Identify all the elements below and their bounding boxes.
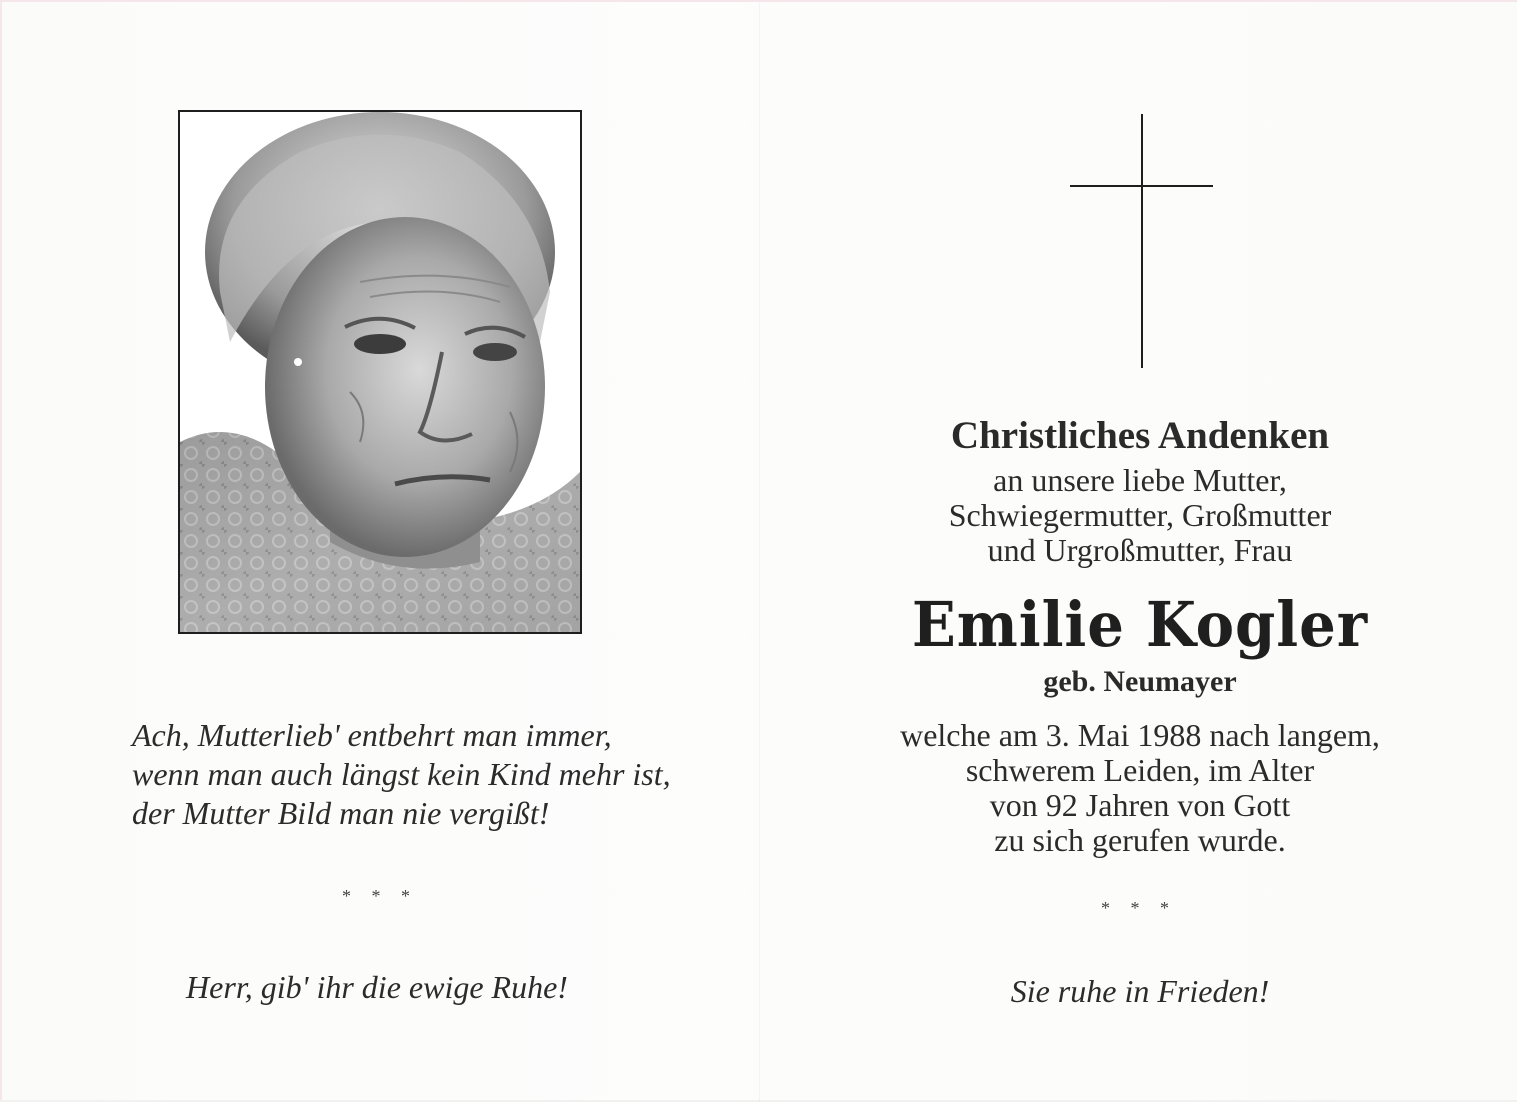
maiden-name: geb. Neumayer (1043, 665, 1237, 698)
poem (132, 716, 732, 833)
death-details (840, 718, 1440, 858)
poem-line: wenn man auch längst kein Kind mehr ist, (132, 756, 671, 792)
poem-line: der Mutter Bild man nie vergißt! (132, 795, 550, 831)
intro-line: an unsere liebe Mutter, (993, 462, 1287, 498)
intro-line: und Urgroßmutter, Frau (987, 532, 1293, 568)
detail-line: welche am 3. Mai 1988 nach langem, (900, 717, 1380, 753)
detail-line: zu sich gerufen wurde. (994, 822, 1286, 858)
card-heading: Christliches Andenken (950, 414, 1330, 457)
card-fold (759, 2, 760, 1102)
deceased-name: Emilie Kogler (911, 588, 1369, 661)
detail-line: schwerem Leiden, im Alter (965, 752, 1315, 788)
detail-line: von 92 Jahren von Gott (989, 787, 1291, 823)
cross-icon (1070, 114, 1213, 368)
portrait-photo (178, 110, 582, 634)
prayer-right: Sie ruhe in Frieden! (1010, 973, 1270, 1009)
prayer-left: Herr, gib' ihr die ewige Ruhe! (186, 969, 568, 1005)
separator-left: * * * (342, 886, 418, 906)
poem-line: Ach, Mutterlieb' entbehrt man immer, (132, 717, 612, 753)
portrait-image (180, 112, 580, 632)
intro-line: Schwiegermutter, Großmutter (948, 497, 1332, 533)
separator-right: * * * (1101, 898, 1177, 918)
intro-text (840, 463, 1440, 568)
